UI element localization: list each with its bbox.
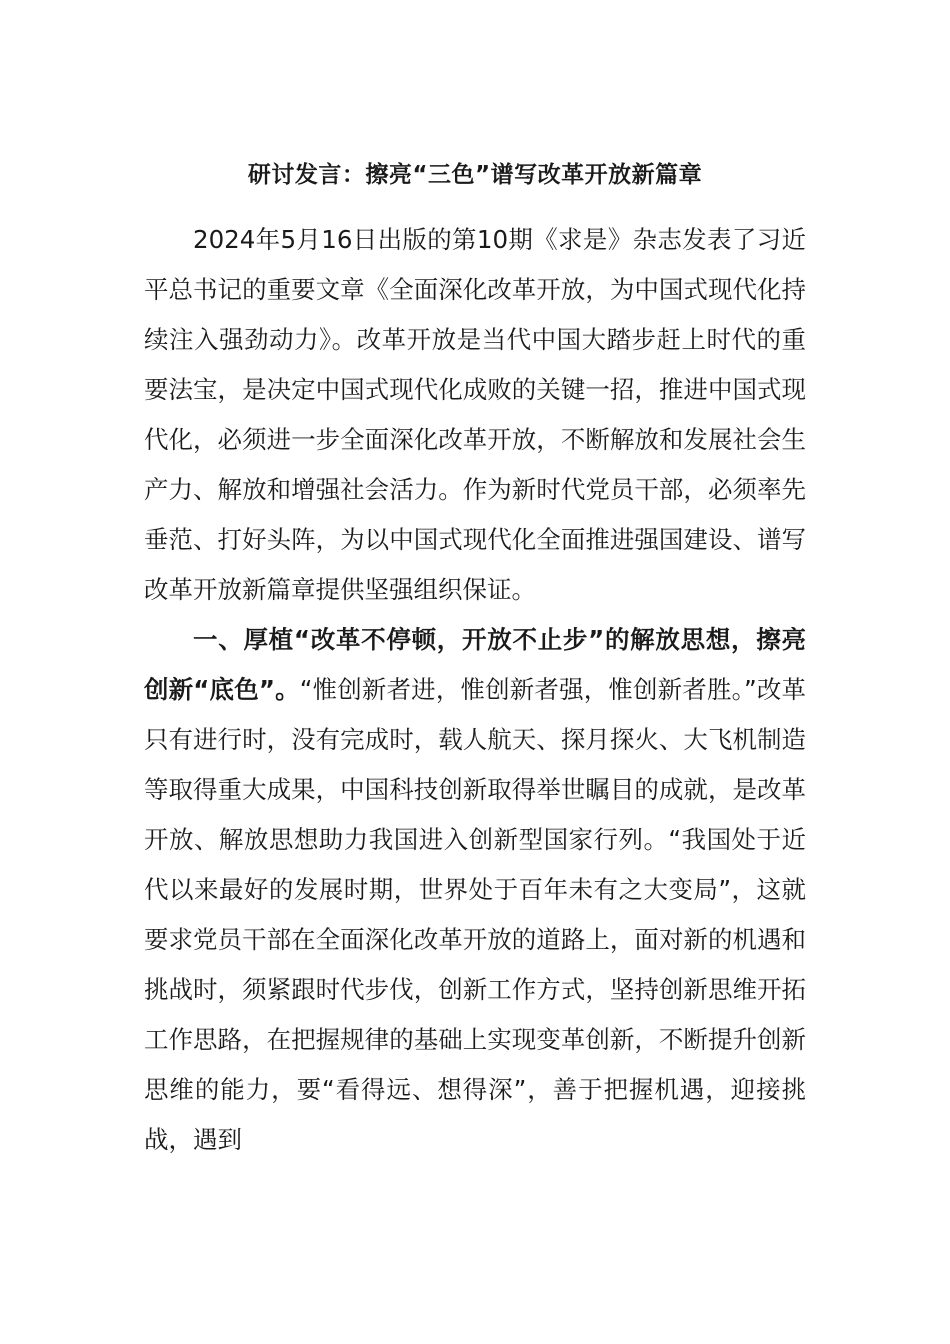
paragraph: [144, 615, 806, 1165]
document-title: 研讨发言：擦亮“三色”谱写改革开放新篇章: [247, 162, 703, 188]
paragraph-text: “惟创新者进，惟创新者强，惟创新者胜。”改革只有进行时，没有完成时，载人航天、探月探火、大飞机制造等取得重大成果，中国科技创新取得举世瞩目的成就，是改革开放、解放思想助力我国进入创新型国家行列。“我国处于近代以来最好的发展时期，世界处于百年未有之大变局”，这就要求党员干部在全面深化改革开放的道路上，面对新的机遇和挑战时，须紧跟时代步伐，创新工作方式，坚持创新思维开拓工作思路，在把握规律的基础上实现变革创新，不断提升创新思维的能力，要“看得远、想得深”，善于把握机遇，迎接挑战，遇到: [144, 675, 806, 1154]
document-body: [144, 215, 806, 1165]
paragraph-text: 2024年5月16日出版的第10期《求是》杂志发表了习近平总书记的重要文章《全面深化改革开放，为中国式现代化持续注入强劲动力》。改革开放是当代中国大踏步赶上时代的重要法宝，是决定中国式现代化成败的关键一招，推进中国式现代化，必须进一步全面深化改革开放，不断解放和发展社会生产力、解放和增强社会活力。作为新时代党员干部，必须率先垂范、打好头阵，为以中国式现代化全面推进强国建设、谱写改革开放新篇章提供坚强组织保证。: [144, 225, 806, 604]
section-heading: 一、厚植“改革不停顿，开放不止步”的解放思想，擦亮创新“底色”。: [144, 625, 806, 704]
paragraph: [144, 215, 806, 615]
